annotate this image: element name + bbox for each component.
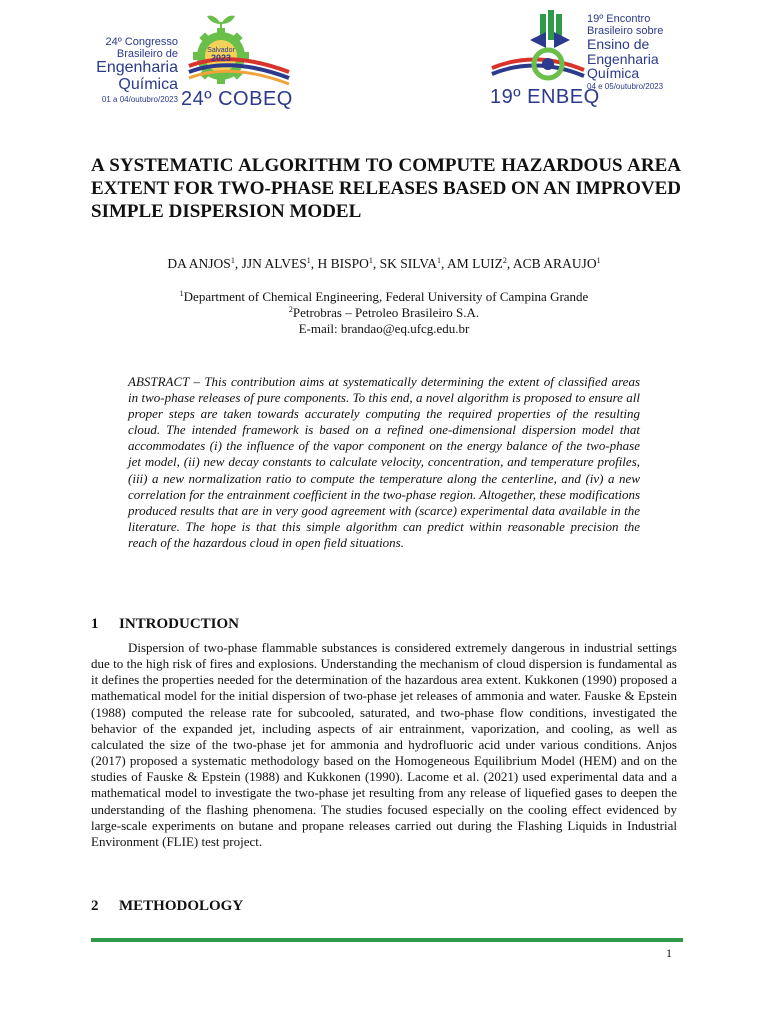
enbeq-brand: 19º ENBEQ: [490, 86, 600, 108]
affiliation: $^1$Department of Chemical Engineering, Federal University of Campina Grande: [179, 289, 589, 304]
cobeq-logo: [88, 10, 293, 110]
author: SK SILVA$^1$: [379, 256, 442, 271]
abstract: ABSTRACT – This contribution aims at systematically determining the extent of classified areas in two-phase releases of pure components. To this end, a novel algorithm is proposed to ensure all proper steps are taken towards accurately computing the required properties of the resulting cloud. The intended framework is based on a refined one-dimensional dispersion model that accommodates (i) the influence of the vapor component on the energy balance of the two-phase jet model, (ii) new decay constants to calculate velocity, concentration, and temperature profiles, (iii) a new normalization ratio to compute the temperature along the centerline, and (iv) a new correlation for the entrainment coefficient in the two-phase region. Altogether, these modifications produced results that are in very good agreement with (scarce) experimental data available in the literature. The hope is that this simple algorithm can predict within reasonable precision the reach of the hazardous cloud in open field situations.: [128, 374, 640, 550]
enbeq-logo: [486, 6, 686, 111]
affiliations: [0, 289, 768, 337]
footer-rule: [91, 938, 683, 942]
section-heading-introduction: 1 INTRODUCTION: [91, 616, 240, 632]
paper-title: A SYSTEMATIC ALGORITHM TO COMPUTE HAZARDOUS AREA EXTENT FOR TWO-PHASE RELEASES BASED ON AN IMPROVED SIMPLE DISPERSION MODEL: [91, 155, 681, 222]
cobeq-line4: Química: [118, 75, 178, 93]
author: JJN ALVES$^1$: [241, 256, 311, 271]
cobeq-line3: Engenharia: [96, 59, 178, 77]
enbeq-line4: Engenharia: [587, 50, 659, 67]
author: H BISPO$^1$: [317, 256, 373, 271]
author-list: DA ANJOS$^1$, JJN ALVES$^1$, H BISPO$^1$, SK SILVA$^1$, AM LUIZ$^2$, ACB ARAUJO$^1$: [167, 256, 601, 271]
enbeq-logo-text: [587, 14, 687, 92]
author: ACB ARAUJO$^1$: [512, 256, 601, 271]
cobeq-badge-year: 2023: [210, 53, 232, 63]
enbeq-line1: 19º Encontro: [587, 13, 651, 25]
cobeq-logo-text: [88, 37, 178, 104]
introduction-paragraph: Dispersion of two-phase flammable substances is considered extremely dangerous in industrial settings due to the high risk of fires and explosions. Understanding the mechanism of cloud dispersion is fundamental as it defines the properties needed for the determination of the hazardous area extent. Kukkonen (1990) proposed a mathematical model for the initial dispersion of two-phase jet releases of ammonia and water. Fauske & Epstein (1988) computed the release rate for subcooled, saturated, and two-phase flow conditions, investigated the behavior of the expanded jet, including aspects of air entrainment, vaporization, and cooling, as well as calculated the size of the two-phase jet for ammonia and hydrofluoric acid under various conditions. Anjos (2017) proposed a systematic methodology based on the Homogeneous Equilibrium Model (HEM) and on the studies of Fauske & Epstein (1988) and Kukkonen (1990). Lacome et al. (2021) used experimental data and a mathematical model to investigate the two-phase jet resulting from any release of liquefied gases to deepen the understanding of the flashing phenomena. The studies focused especially on the cooling effect evidenced by large-scale experiments on butane and propane releases carried out during the Flashing Liquids in Industrial Environment (FLIE) test project.: [91, 640, 677, 849]
cobeq-dates: 01 a 04/outubro/2023: [101, 94, 178, 104]
enbeq-line2: Brasileiro sobre: [587, 24, 664, 37]
cobeq-line1: 24º Congresso: [105, 36, 178, 48]
enbeq-line5: Química: [587, 65, 640, 82]
affiliation: $^2$Petrobras – Petroleo Brasileiro S.A.: [288, 305, 480, 320]
enbeq-line3: Ensino de: [587, 36, 650, 53]
page-number: 1: [666, 946, 672, 960]
section-heading-methodology: 2 METHODOLOGY: [91, 898, 244, 914]
enbeq-dates: 04 e 05/outubro/2023: [587, 82, 664, 92]
contact-email: E-mail: brandao@eq.ufcg.edu.br: [298, 321, 470, 336]
author: DA ANJOS$^1$: [167, 256, 235, 271]
cobeq-brand: 24º COBEQ: [181, 88, 293, 110]
author: AM LUIZ$^2$: [447, 256, 507, 271]
cobeq-line2: Brasileiro de: [116, 47, 178, 60]
cobeq-badge-city: Salvador: [207, 47, 235, 54]
